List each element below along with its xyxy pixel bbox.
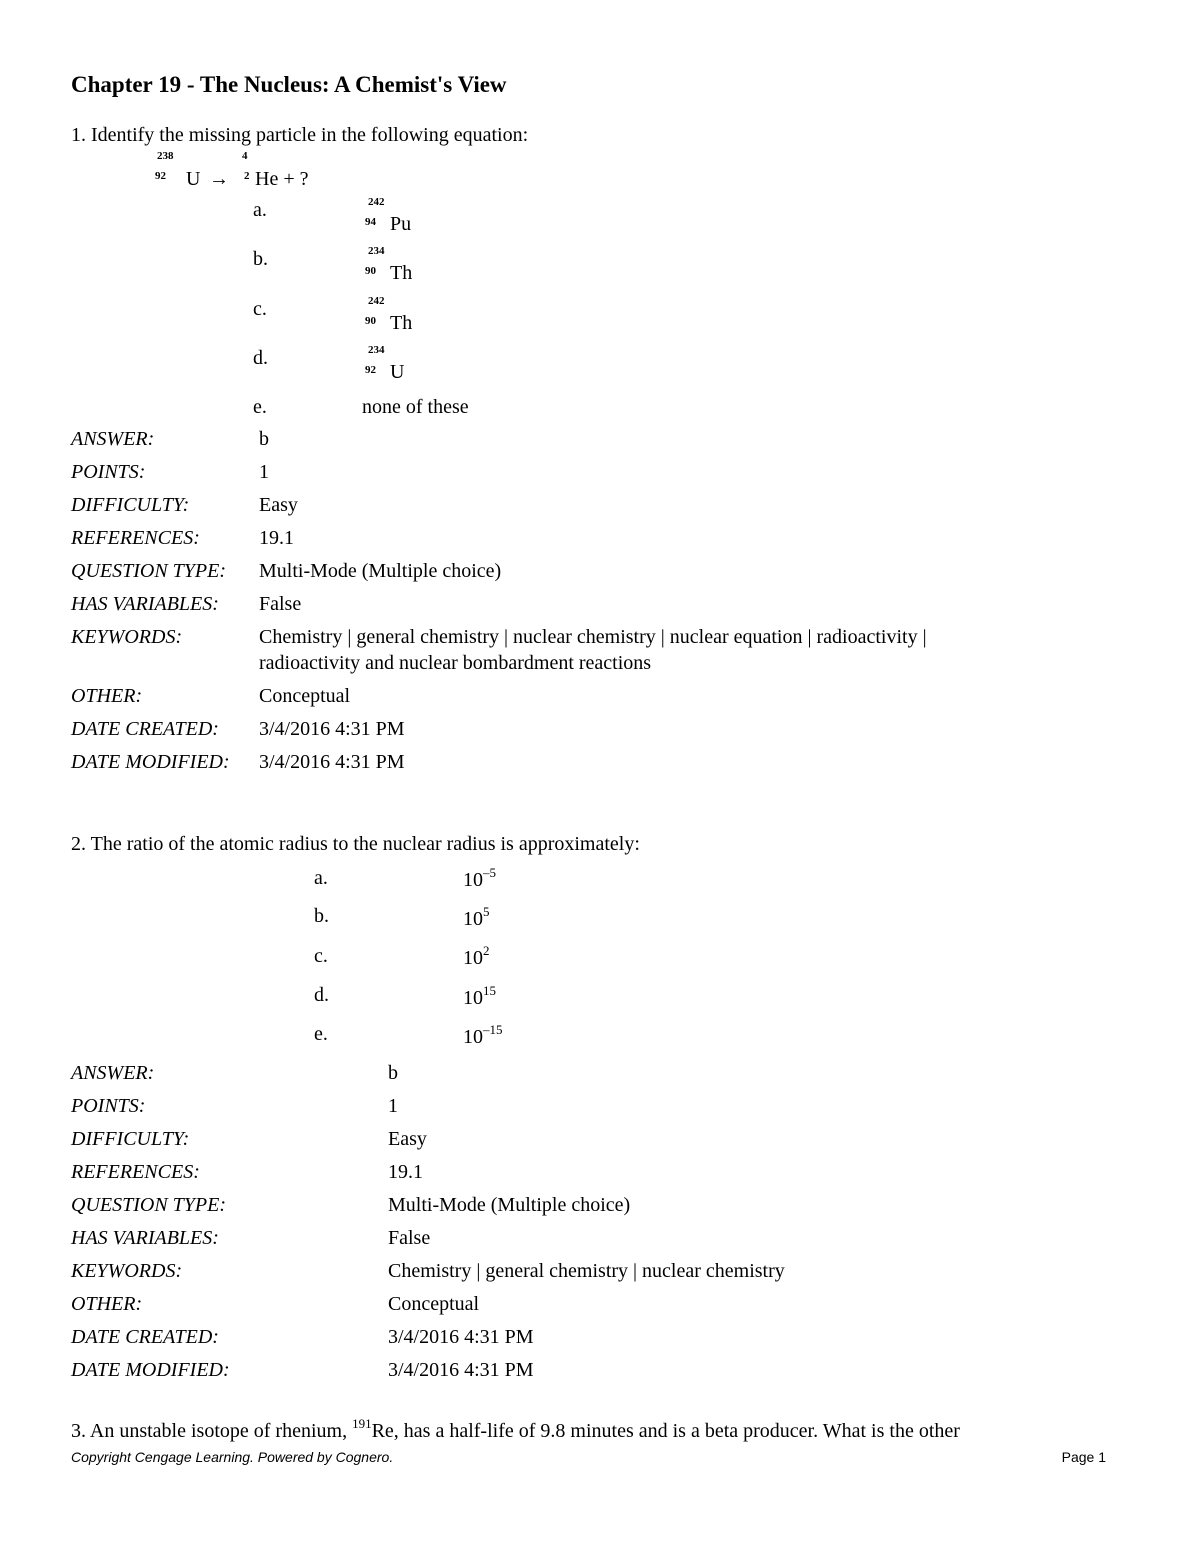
- meta-label: HAS VARIABLES:: [71, 1227, 219, 1249]
- choice-symbol: U: [390, 361, 405, 383]
- meta-value-continued: radioactivity and nuclear bombardment reactions: [259, 652, 652, 674]
- choice-letter: b.: [314, 905, 329, 927]
- q1-prompt: 1. Identify the missing particle in the following equation:: [71, 124, 529, 146]
- q3-mass-number: 191: [352, 1416, 372, 1431]
- meta-value: 3/4/2016 4:31 PM: [259, 718, 405, 740]
- meta-value: 19.1: [259, 527, 294, 549]
- meta-value: 1: [388, 1095, 398, 1117]
- choice-atomic: 90: [365, 265, 376, 277]
- choice-exponent: 2: [483, 943, 490, 958]
- choice-letter: c.: [253, 298, 267, 320]
- page-title: Chapter 19 - The Nucleus: A Chemist's View: [71, 72, 507, 97]
- eq-reactant-mass: 238: [157, 150, 174, 162]
- choice-mass: 242: [368, 196, 385, 208]
- meta-value: b: [259, 428, 269, 450]
- choice-value: [463, 943, 490, 970]
- footer-page-number: Page 1: [1061, 1449, 1106, 1465]
- eq-product-rest: He + ?: [255, 168, 309, 190]
- meta-label: DATE CREATED:: [71, 1326, 219, 1348]
- meta-value: 1: [259, 461, 269, 483]
- meta-label: DIFFICULTY:: [71, 494, 190, 516]
- meta-label: POINTS:: [71, 1095, 146, 1117]
- meta-label: DATE MODIFIED:: [71, 751, 230, 773]
- eq-arrow: →: [209, 168, 229, 190]
- meta-value: Multi-Mode (Multiple choice): [388, 1194, 631, 1216]
- choice-letter: d.: [253, 347, 268, 369]
- q3-prefix: 3. An unstable isotope of rhenium,: [71, 1420, 353, 1442]
- meta-value: Chemistry | general chemistry | nuclear chemistry: [388, 1260, 785, 1282]
- choice-letter: e.: [253, 396, 267, 418]
- meta-label: DATE CREATED:: [71, 718, 219, 740]
- meta-value: Easy: [259, 494, 298, 516]
- meta-value: 3/4/2016 4:31 PM: [259, 751, 405, 773]
- meta-label: HAS VARIABLES:: [71, 593, 219, 615]
- meta-label: DATE MODIFIED:: [71, 1359, 230, 1381]
- meta-value: Multi-Mode (Multiple choice): [259, 560, 502, 582]
- meta-label: QUESTION TYPE:: [71, 1194, 227, 1216]
- choice-exponent: 15: [483, 983, 496, 998]
- choice-mass: 234: [368, 344, 385, 356]
- meta-value: Conceptual: [259, 685, 351, 707]
- meta-label: POINTS:: [71, 461, 146, 483]
- choice-text: none of these: [362, 396, 469, 418]
- meta-value: 3/4/2016 4:31 PM: [388, 1359, 534, 1381]
- choice-exponent: 5: [483, 904, 490, 919]
- eq-reactant-atomic: 92: [155, 170, 166, 182]
- choice-base: 10: [463, 1026, 483, 1048]
- meta-label: QUESTION TYPE:: [71, 560, 227, 582]
- choice-atomic: 94: [365, 216, 376, 228]
- meta-value: Easy: [388, 1128, 427, 1150]
- meta-value: False: [259, 593, 302, 615]
- eq-reactant-symbol: U: [186, 168, 201, 190]
- footer-copyright: Copyright Cengage Learning. Powered by Cognero.: [71, 1449, 394, 1465]
- choice-value: [463, 983, 496, 1010]
- meta-label: REFERENCES:: [71, 1161, 200, 1183]
- choice-base: 10: [463, 987, 483, 1009]
- meta-value: False: [388, 1227, 431, 1249]
- meta-label: OTHER:: [71, 685, 143, 707]
- meta-value: 19.1: [388, 1161, 423, 1183]
- choice-value: [463, 1022, 503, 1049]
- choice-value: [463, 865, 496, 892]
- meta-value: 3/4/2016 4:31 PM: [388, 1326, 534, 1348]
- meta-value: Conceptual: [388, 1293, 480, 1315]
- choice-symbol: Th: [390, 262, 413, 284]
- meta-label: KEYWORDS:: [71, 1260, 183, 1282]
- q3-rest: Re, has a half-life of 9.8 minutes and is a beta producer. What is the other: [371, 1420, 960, 1442]
- meta-label: REFERENCES:: [71, 527, 200, 549]
- choice-letter: a.: [314, 867, 328, 889]
- choice-mass: 242: [368, 295, 385, 307]
- meta-label: DIFFICULTY:: [71, 1128, 190, 1150]
- choice-mass: 234: [368, 245, 385, 257]
- choice-symbol: Pu: [390, 213, 412, 235]
- choice-atomic: 90: [365, 315, 376, 327]
- meta-label: OTHER:: [71, 1293, 143, 1315]
- meta-value: b: [388, 1062, 398, 1084]
- q2-prompt: 2. The ratio of the atomic radius to the nuclear radius is approximately:: [71, 833, 640, 855]
- choice-exponent: –15: [483, 1022, 503, 1037]
- choice-base: 10: [463, 908, 483, 930]
- eq-product-mass: 4: [242, 150, 248, 162]
- choice-letter: c.: [314, 945, 328, 967]
- choice-atomic: 92: [365, 364, 376, 376]
- choice-letter: a.: [253, 199, 267, 221]
- choice-symbol: Th: [390, 312, 413, 334]
- q3-prompt: [71, 1416, 960, 1443]
- choice-base: 10: [463, 947, 483, 969]
- choice-letter: e.: [314, 1023, 328, 1045]
- meta-label: ANSWER:: [71, 428, 155, 450]
- meta-value: Chemistry | general chemistry | nuclear chemistry | nuclear equation | radioactivity |: [259, 626, 927, 648]
- meta-label: KEYWORDS:: [71, 626, 183, 648]
- choice-exponent: –5: [483, 865, 496, 880]
- choice-value: [463, 904, 490, 931]
- choice-base: 10: [463, 869, 483, 891]
- choice-letter: b.: [253, 248, 268, 270]
- meta-label: ANSWER:: [71, 1062, 155, 1084]
- eq-product-atomic: 2: [244, 170, 250, 182]
- choice-letter: d.: [314, 984, 329, 1006]
